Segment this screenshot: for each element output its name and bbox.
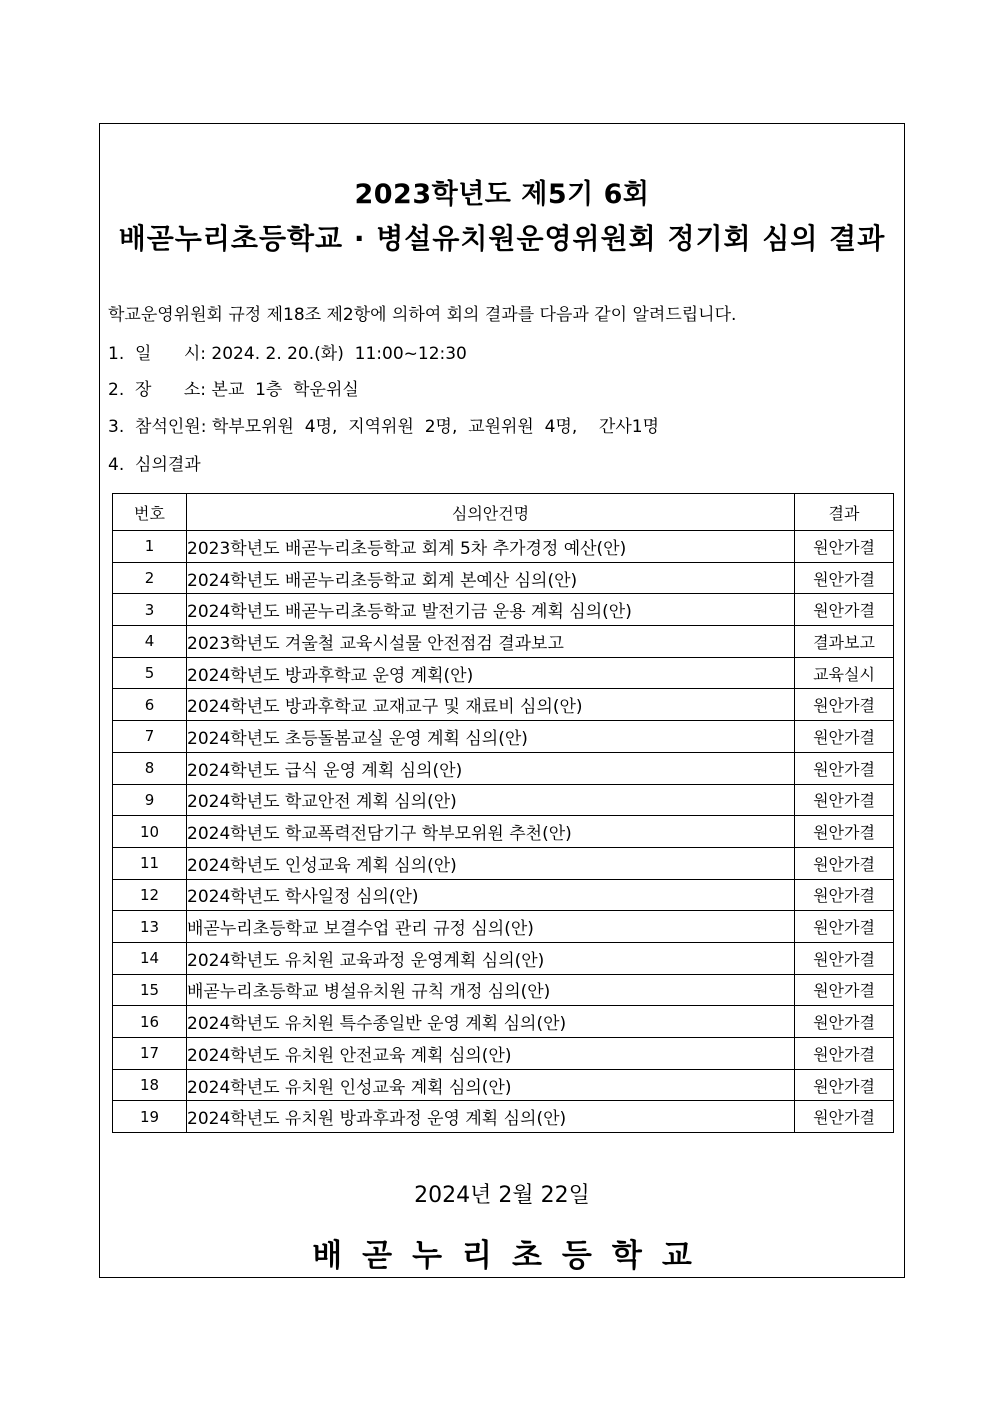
table-row [113,594,894,626]
info-datetime: 1. 일 시: 2024. 2. 20.(화) 11:00~12:30 [108,344,467,364]
row-agenda-name: 2024학년도 급식 운영 계획 심의(안) [187,752,795,784]
row-result: 원안가결 [795,879,894,911]
header-agenda: 심의안건명 [187,494,795,531]
table-row [113,626,894,658]
row-agenda-name: 2024학년도 유치원 방과후과정 운영 계획 심의(안) [187,1101,795,1133]
table-row [113,1006,894,1038]
table-row [113,847,894,879]
table-row [113,689,894,721]
row-agenda-name: 2024학년도 학사일정 심의(안) [187,879,795,911]
row-result: 원안가결 [795,594,894,626]
row-agenda-name: 2024학년도 인성교육 계획 심의(안) [187,847,795,879]
table-row [113,974,894,1006]
row-number: 1 [113,531,187,563]
table-row [113,942,894,974]
row-number: 11 [113,847,187,879]
row-number: 10 [113,816,187,848]
row-agenda-name: 2024학년도 유치원 특수종일반 운영 계획 심의(안) [187,1006,795,1038]
intro-text: 학교운영위원회 규정 제18조 제2항에 의하여 회의 결과를 다음과 같이 알려드립니다. [108,305,737,325]
row-result: 원안가결 [795,752,894,784]
table-header-row [113,494,894,531]
table-row [113,752,894,784]
document-frame [99,123,905,1278]
row-number: 7 [113,721,187,753]
table-row [113,816,894,848]
results-heading: 4. 심의결과 [108,455,201,475]
row-result: 원안가결 [795,1006,894,1038]
row-agenda-name: 2024학년도 방과후학교 운영 계획(안) [187,657,795,689]
row-number: 5 [113,657,187,689]
table-row [113,1038,894,1070]
row-result: 원안가결 [795,531,894,563]
row-number: 6 [113,689,187,721]
row-result: 원안가결 [795,942,894,974]
row-result: 원안가결 [795,562,894,594]
row-agenda-name: 2024학년도 학교폭력전담기구 학부모위원 추천(안) [187,816,795,848]
row-number: 3 [113,594,187,626]
row-number: 13 [113,911,187,943]
table-row [113,657,894,689]
row-number: 12 [113,879,187,911]
row-result: 원안가결 [795,1069,894,1101]
table-row [113,531,894,563]
row-result: 원안가결 [795,1038,894,1070]
row-agenda-name: 2024학년도 초등돌봄교실 운영 계획 심의(안) [187,721,795,753]
row-number: 16 [113,1006,187,1038]
table-row [113,911,894,943]
info-place: 2. 장 소: 본교 1층 학운위실 [108,380,359,400]
row-result: 결과보고 [795,626,894,658]
table-row [113,721,894,753]
row-agenda-name: 2024학년도 배곧누리초등학교 발전기금 운용 계획 심의(안) [187,594,795,626]
info-attendees: 3. 참석인원: 학부모위원 4명, 지역위원 2명, 교원위원 4명, 간사1명 [108,417,659,437]
row-agenda-name: 2024학년도 유치원 인성교육 계획 심의(안) [187,1069,795,1101]
row-result: 원안가결 [795,784,894,816]
row-number: 9 [113,784,187,816]
row-number: 17 [113,1038,187,1070]
row-agenda-name: 2024학년도 유치원 안전교육 계획 심의(안) [187,1038,795,1070]
results-table [112,493,894,1133]
table-row [113,562,894,594]
row-result: 원안가결 [795,1101,894,1133]
row-number: 4 [113,626,187,658]
row-agenda-name: 배곧누리초등학교 병설유치원 규칙 개정 심의(안) [187,974,795,1006]
row-result: 원안가결 [795,721,894,753]
row-number: 2 [113,562,187,594]
row-agenda-name: 2024학년도 방과후학교 교재교구 및 재료비 심의(안) [187,689,795,721]
row-result: 교육실시 [795,657,894,689]
row-agenda-name: 2024학년도 배곧누리초등학교 회계 본예산 심의(안) [187,562,795,594]
row-agenda-name: 2023학년도 겨울철 교육시설물 안전점검 결과보고 [187,626,795,658]
row-number: 18 [113,1069,187,1101]
row-agenda-name: 2023학년도 배곧누리초등학교 회계 5차 추가경정 예산(안) [187,531,795,563]
row-result: 원안가결 [795,816,894,848]
row-result: 원안가결 [795,847,894,879]
document-title-line1: 2023학년도 제5기 6회 [354,179,650,210]
row-result: 원안가결 [795,911,894,943]
table-row [113,879,894,911]
school-name: 배곧누리초등학교 [312,1238,712,1274]
row-agenda-name: 2024학년도 유치원 교육과정 운영계획 심의(안) [187,942,795,974]
header-number: 번호 [113,494,187,531]
row-result: 원안가결 [795,974,894,1006]
row-agenda-name: 2024학년도 학교안전 계획 심의(안) [187,784,795,816]
table-row [113,784,894,816]
table-row [113,1101,894,1133]
table-row [113,1069,894,1101]
row-number: 15 [113,974,187,1006]
row-number: 19 [113,1101,187,1133]
document-date: 2024년 2월 22일 [414,1183,590,1208]
row-number: 8 [113,752,187,784]
document-title-line2: 배곧누리초등학교 · 병설유치원운영위원회 정기회 심의 결과 [118,222,886,255]
row-agenda-name: 배곧누리초등학교 보결수업 관리 규정 심의(안) [187,911,795,943]
row-result: 원안가결 [795,689,894,721]
header-result: 결과 [795,494,894,531]
row-number: 14 [113,942,187,974]
